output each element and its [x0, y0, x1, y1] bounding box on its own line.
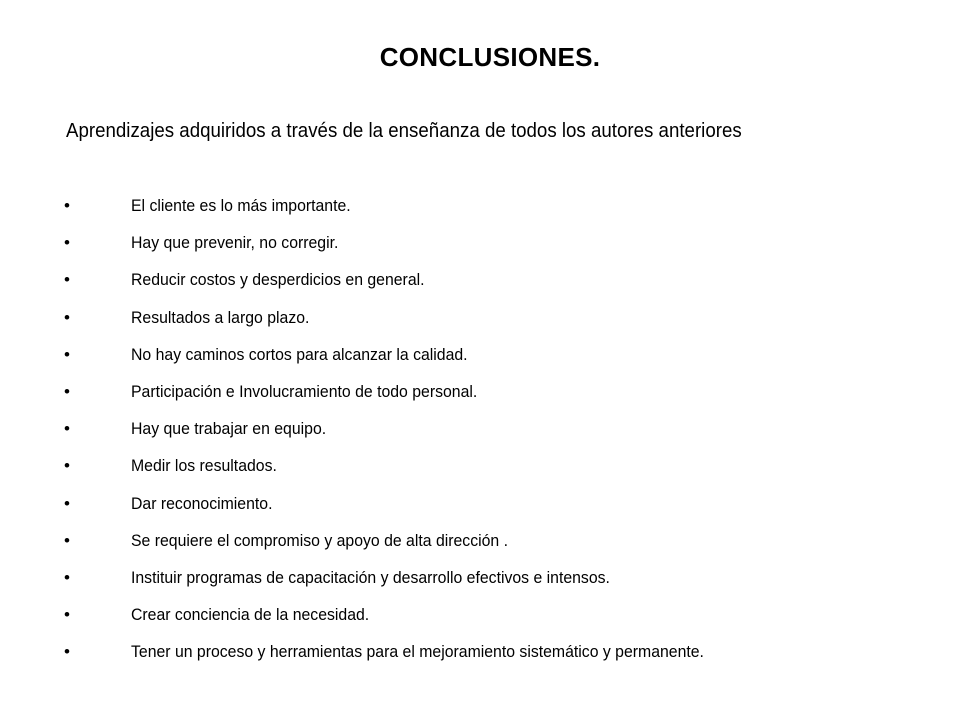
list-item: [0, 529, 960, 566]
list-item: [0, 231, 960, 268]
bullet-icon: •: [64, 456, 70, 476]
bullet-icon: •: [64, 196, 70, 215]
bullet-icon: •: [64, 642, 70, 662]
list-item: [0, 268, 960, 305]
bullet-icon: •: [64, 344, 70, 364]
list-item: [0, 306, 960, 343]
slide-title: CONCLUSIONES.: [379, 42, 601, 72]
bullet-icon: •: [64, 270, 70, 290]
list-item-text: Resultados a largo plazo.: [131, 307, 310, 327]
list-item-text: El cliente es lo más importante.: [131, 196, 351, 215]
list-item-text: Dar reconocimiento.: [131, 493, 273, 513]
bullet-icon: •: [64, 530, 70, 550]
list-item-text: Participación e Involucramiento de todo personal.: [131, 381, 478, 401]
list-item: [0, 417, 960, 454]
bullet-icon: •: [64, 381, 70, 401]
list-item-text: No hay caminos cortos para alcanzar la calidad.: [131, 344, 468, 364]
list-item: [0, 492, 960, 529]
list-item-text: Se requiere el compromiso y apoyo de alta dirección .: [131, 530, 509, 550]
list-item: [0, 454, 960, 491]
list-item: [0, 343, 960, 380]
bullet-icon: •: [64, 233, 70, 253]
conclusions-list: [0, 194, 960, 677]
list-item-text: Hay que prevenir, no corregir.: [131, 233, 339, 253]
bullet-icon: •: [64, 419, 70, 439]
list-item: [0, 603, 960, 640]
list-item-text: Reducir costos y desperdicios en general.: [131, 270, 425, 290]
list-item-text: Crear conciencia de la necesidad.: [131, 605, 370, 625]
bullet-icon: •: [64, 567, 70, 587]
bullet-icon: •: [64, 493, 70, 513]
list-item: [0, 194, 960, 231]
list-item: [0, 640, 960, 677]
list-item-text: Tener un proceso y herramientas para el mejoramiento sistemático y permanente.: [131, 642, 704, 662]
bullet-icon: •: [64, 605, 70, 625]
slide-subtitle: Aprendizajes adquiridos a través de la enseñanza de todos los autores anteriores: [66, 120, 742, 142]
list-item-text: Medir los resultados.: [131, 456, 277, 476]
list-item: [0, 380, 960, 417]
bullet-icon: •: [64, 307, 70, 327]
list-item: [0, 566, 960, 603]
list-item-text: Hay que trabajar en equipo.: [131, 419, 327, 439]
list-item-text: Instituir programas de capacitación y desarrollo efectivos e intensos.: [131, 567, 610, 587]
